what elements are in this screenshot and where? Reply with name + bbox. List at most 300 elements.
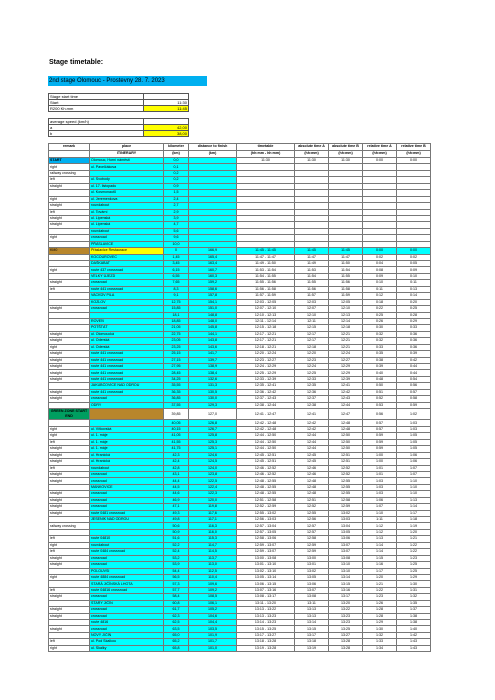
rel-time-b-cell: 1:23 <box>397 555 431 561</box>
timetable-cell: 12:44 - 12:50 <box>237 439 295 445</box>
place-cell: ul. Hranická <box>90 452 164 458</box>
remark-cell: straight <box>49 357 90 363</box>
place-cell: ul. 1. máje <box>90 433 164 439</box>
remark-cell: right <box>49 542 90 548</box>
rel-time-b-cell: 0:00 <box>397 248 431 254</box>
abs-time-b-cell: 11:50 <box>329 261 363 267</box>
abs-time-a-cell: 13:00 <box>295 555 329 561</box>
column-unit: (km) <box>164 151 189 158</box>
kilometer-cell: 54,4 <box>164 568 189 574</box>
param-label: average speed (km/h) <box>49 119 144 125</box>
kilometer-cell: 15,85 <box>164 306 189 312</box>
rel-time-a-cell: 1:01 <box>363 465 397 471</box>
param-value: 42,00 <box>144 125 189 131</box>
kilometer-cell: 21,05 <box>164 325 189 331</box>
kilometer-cell: 2,4 <box>164 196 189 202</box>
place-cell: STARÝ JIČÍN <box>90 600 164 606</box>
rel-time-b-cell: 1:10 <box>397 491 431 497</box>
rel-time-b-cell: 0:00 <box>397 158 431 164</box>
rel-time-b-cell: 1:18 <box>397 517 431 523</box>
place-cell: route 441 crossroad <box>90 389 164 395</box>
param-value: 38,00 <box>144 131 189 137</box>
kilometer-cell: 0,9 <box>164 183 189 189</box>
timetable-table <box>48 143 431 652</box>
kilometer-cell: 42,4 <box>164 459 189 465</box>
rel-time-b-cell: 1:13 <box>397 497 431 503</box>
timetable-cell: 11:56 - 11:58 <box>237 286 295 292</box>
place-cell: ul. Jeremenkova <box>90 196 164 202</box>
kilometer-cell: 60,8 <box>164 600 189 606</box>
timetable-cell: 12:44 - 12:50 <box>237 433 295 439</box>
place-cell: VELKÝ ÚJEZD <box>90 273 164 279</box>
kilometer-cell: 34,25 <box>164 376 189 382</box>
rel-time-b-cell: 1:31 <box>397 587 431 593</box>
remark-cell: straight <box>49 555 90 561</box>
abs-time-b-cell: 12:47 <box>329 409 363 420</box>
distance-cell: 124,6 <box>189 452 237 458</box>
kilometer-cell: 3,45 <box>164 261 189 267</box>
rel-time-a-cell: 1:26 <box>363 600 397 606</box>
place-cell: ODRY <box>90 402 164 408</box>
place-cell: ul. Svobody <box>90 177 164 183</box>
place-cell: NOVÝ JIČÍN <box>90 632 164 638</box>
rel-time-a-cell: 1:07 <box>363 504 397 510</box>
rel-time-b-cell: 0:29 <box>397 318 431 324</box>
rel-time-a-cell: 0:38 <box>363 357 397 363</box>
remark-cell: right <box>49 267 90 273</box>
distance-cell: 126,8 <box>189 420 237 426</box>
rel-time-b-cell: 0:13 <box>397 286 431 292</box>
column-unit: (hh:mm - hh:mm) <box>237 151 295 158</box>
abs-time-a-cell: 11:30 <box>295 158 329 164</box>
kilometer-cell: 62,5 <box>164 620 189 626</box>
distance-cell: 114,5 <box>189 549 237 555</box>
remark-cell: straight <box>49 626 90 632</box>
remark-cell: right <box>49 645 90 651</box>
kilometer-cell: 49,3 <box>164 510 189 516</box>
abs-time-a-cell: 12:48 <box>295 484 329 490</box>
rel-time-a-cell: 1:23 <box>363 594 397 600</box>
rel-time-b-cell: 1:19 <box>397 523 431 529</box>
remark-cell: straight <box>49 331 90 337</box>
distance-cell: 122,4 <box>189 484 237 490</box>
rel-time-b-cell: 1:03 <box>397 420 431 426</box>
abs-time-a-cell: 11:47 <box>295 254 329 260</box>
kilometer-cell: 39,85 <box>164 409 189 420</box>
remark-cell: straight <box>49 478 90 484</box>
remark-cell: straight <box>49 215 90 221</box>
place-cell: roundabout <box>90 542 164 548</box>
timetable-cell: 12:38 - 12:44 <box>237 402 295 408</box>
abs-time-a-cell: 11:49 <box>295 261 329 267</box>
kilometer-cell: 63,5 <box>164 626 189 632</box>
param-label: a <box>49 125 144 131</box>
rel-time-a-cell: 0:32 <box>363 338 397 344</box>
abs-time-b-cell: 13:04 <box>329 523 363 529</box>
rel-time-b-cell: 0:44 <box>397 370 431 376</box>
abs-time-b-cell: 12:39 <box>329 376 363 382</box>
place-cell: ul. Hranická <box>90 459 164 465</box>
rel-time-b-cell: 1:25 <box>397 568 431 574</box>
distance-cell: 143,6 <box>189 344 237 350</box>
abs-time-b-cell: 12:43 <box>329 396 363 402</box>
rel-time-b-cell: 0:44 <box>397 364 431 370</box>
distance-cell: 126,7 <box>189 426 237 432</box>
place-cell: ul. Pavelčákova <box>90 164 164 170</box>
kilometer-cell: 22,75 <box>164 331 189 337</box>
kilometer-cell: 51,6 <box>164 536 189 542</box>
distance-cell: 113,7 <box>189 555 237 561</box>
place-cell: crossroad <box>90 555 164 561</box>
rel-time-a-cell: 0:48 <box>363 376 397 382</box>
rel-time-a-cell: 0:51 <box>363 389 397 395</box>
abs-time-a-cell: 12:33 <box>295 376 329 382</box>
distance-cell: 123,8 <box>189 471 237 477</box>
start-time-table <box>48 93 189 112</box>
abs-time-a-cell: 13:13 <box>295 613 329 619</box>
abs-time-b-cell: 12:21 <box>329 344 363 350</box>
abs-time-a-cell: 12:17 <box>295 331 329 337</box>
distance-cell: 160,7 <box>189 267 237 273</box>
remark-cell: straight <box>49 183 90 189</box>
distance-cell: 109,2 <box>189 587 237 593</box>
remark-cell: right <box>49 344 90 350</box>
distance-cell: 106,1 <box>189 600 237 606</box>
column-header: remark <box>49 144 90 151</box>
abs-time-a-cell: 13:13 <box>295 607 329 613</box>
abs-time-b-cell: 12:50 <box>329 439 363 445</box>
abs-time-a-cell: 12:51 <box>295 497 329 503</box>
remark-cell: straight <box>49 446 90 452</box>
rel-time-b-cell: 0:14 <box>397 293 431 299</box>
place-cell: ul. Oderská <box>90 338 164 344</box>
place-cell: ROVEŇ <box>90 318 164 324</box>
rel-time-a-cell: 1:06 <box>363 497 397 503</box>
rel-time-b-cell: 1:05 <box>397 439 431 445</box>
kilometer-cell: 50,6 <box>164 523 189 529</box>
kilometer-cell: 35,55 <box>164 383 189 389</box>
abs-time-a-cell: 11:45 <box>295 248 329 254</box>
rel-time-b-cell: 0:56 <box>397 383 431 389</box>
abs-time-b-cell: 12:55 <box>329 491 363 497</box>
timetable-cell: 12:45 - 12:51 <box>237 459 295 465</box>
rel-time-b-cell: 1:43 <box>397 645 431 651</box>
remark-cell: right <box>49 574 90 580</box>
remark-cell: straight <box>49 613 90 619</box>
abs-time-a-cell: 12:45 <box>295 459 329 465</box>
abs-time-a-cell: 11:55 <box>295 280 329 286</box>
rel-time-a-cell: 1:17 <box>363 568 397 574</box>
remark-cell: straight <box>49 594 90 600</box>
timetable-cell: 12:10 - 12:13 <box>237 312 295 318</box>
abs-time-a-cell: 12:25 <box>295 370 329 376</box>
kilometer-cell: 2,9 <box>164 209 189 215</box>
rel-time-a-cell: 1:30 <box>363 626 397 632</box>
kilometer-cell: 40,05 <box>164 420 189 426</box>
kilometer-cell: 0,0 <box>164 158 189 164</box>
kilometer-cell: 6,55 <box>164 273 189 279</box>
abs-time-b-cell: 12:10 <box>329 306 363 312</box>
timetable-cell: 12:17 - 12:21 <box>237 338 295 344</box>
distance-cell: 131,3 <box>189 383 237 389</box>
kilometer-cell: 1,45 <box>164 254 189 260</box>
distance-cell: 112,5 <box>189 568 237 574</box>
place-cell: route 04810 <box>90 536 164 542</box>
abs-time-b-cell: 13:02 <box>329 510 363 516</box>
rel-time-a-cell: 0:40 <box>363 370 397 376</box>
timetable-cell: 11:45 - 11:45 <box>237 248 295 254</box>
distance-cell: 159,2 <box>189 280 237 286</box>
timetable-cell: 13:00 - 13:08 <box>237 555 295 561</box>
abs-time-b-cell: 12:44 <box>329 402 363 408</box>
distance-cell: 120,0 <box>189 497 237 503</box>
abs-time-a-cell: 13:02 <box>295 568 329 574</box>
kilometer-cell: 1,5 <box>164 190 189 196</box>
rel-time-b-cell: 0:02 <box>397 254 431 260</box>
distance-cell: 154,1 <box>189 299 237 305</box>
abs-time-a-cell: 11:53 <box>295 267 329 273</box>
rel-time-a-cell: 0:50 <box>363 383 397 389</box>
rel-time-a-cell: 0:22 <box>363 306 397 312</box>
kilometer-cell: 3,9 <box>164 215 189 221</box>
rel-time-a-cell: 1:03 <box>363 491 397 497</box>
place-cell: JAKUBČOVICE NAD ODROU <box>90 383 164 389</box>
place-cell: ul. Olomoucká <box>90 331 164 337</box>
abs-time-b-cell: 12:29 <box>329 370 363 376</box>
timetable-cell: 13:01 - 13:10 <box>237 562 295 568</box>
kilometer-cell: 10,0 <box>164 241 189 247</box>
abs-time-b-cell: 12:50 <box>329 433 363 439</box>
abs-time-a-cell: 12:55 <box>295 510 329 516</box>
rel-time-a-cell: 1:34 <box>363 645 397 651</box>
stage-title: 2nd stage Olomouc - Prostevny 28. 7. 2023 <box>48 76 207 86</box>
distance-cell: 119,8 <box>189 504 237 510</box>
remark-cell: right <box>49 164 90 170</box>
abs-time-b-cell: 11:54 <box>329 267 363 273</box>
timetable-cell: 12:46 - 12:52 <box>237 465 295 471</box>
abs-time-b-cell: 12:29 <box>329 364 363 370</box>
rel-time-a-cell: 1:03 <box>363 484 397 490</box>
kilometer-cell: 49,8 <box>164 517 189 523</box>
abs-time-b-cell: 12:05 <box>329 299 363 305</box>
abs-time-a-cell: 11:57 <box>295 293 329 299</box>
place-cell: route 441 crossroad <box>90 376 164 382</box>
distance-cell: 101,9 <box>189 632 237 638</box>
place-cell: route 4884 crossroad <box>90 574 164 580</box>
rel-time-b-cell: 1:37 <box>397 607 431 613</box>
place-cell: Přáslavice Restaurace <box>90 248 164 254</box>
remark-cell: straight <box>49 471 90 477</box>
abs-time-a-cell: 12:44 <box>295 433 329 439</box>
timetable-cell: 12:35 - 12:41 <box>237 383 295 389</box>
place-cell: route 0481 crossroad <box>90 510 164 516</box>
distance-cell: 115,3 <box>189 536 237 542</box>
place-cell: crossroad <box>90 613 164 619</box>
kilometer-cell: 53,2 <box>164 555 189 561</box>
timetable-cell: 12:52 - 12:59 <box>237 504 295 510</box>
rel-time-a-cell: 0:35 <box>363 351 397 357</box>
timetable-cell: 12:36 - 12:42 <box>237 389 295 395</box>
timetable-cell: 12:42 - 12:48 <box>237 426 295 432</box>
rel-time-b-cell: 1:38 <box>397 620 431 626</box>
timetable-cell: 13:13 - 13:22 <box>237 607 295 613</box>
place-cell: POLOUVSI <box>90 568 164 574</box>
timetable-cell: 13:18 - 13:28 <box>237 639 295 645</box>
rel-time-b-cell: 1:10 <box>397 484 431 490</box>
place-cell: VACKŮV PILA <box>90 293 164 299</box>
remark-cell: left <box>49 536 90 542</box>
rel-time-b-cell: 0:58 <box>397 396 431 402</box>
abs-time-b-cell: 11:59 <box>329 293 363 299</box>
kilometer-cell: 41,75 <box>164 446 189 452</box>
place-cell: crossroad <box>90 471 164 477</box>
kilometer-cell: 9,1 <box>164 293 189 299</box>
abs-time-a-cell: 12:42 <box>295 426 329 432</box>
timetable-cell: 12:48 - 12:55 <box>237 484 295 490</box>
timetable-cell: 11:54 - 11:55 <box>237 273 295 279</box>
rel-time-b-cell: 0:59 <box>397 402 431 408</box>
abs-time-b-cell: 12:55 <box>329 478 363 484</box>
remark-cell: left <box>49 177 90 183</box>
rel-time-a-cell: 1:00 <box>363 459 397 465</box>
column-unit: (hh:mm) <box>363 151 397 158</box>
timetable-cell: 12:25 - 12:29 <box>237 370 295 376</box>
abs-time-b-cell: 13:22 <box>329 607 363 613</box>
distance-cell: 160,3 <box>189 273 237 279</box>
abs-time-a-cell: 12:59 <box>295 549 329 555</box>
remark-cell: right <box>49 235 90 241</box>
timetable-cell: 11:47 - 11:47 <box>237 254 295 260</box>
kilometer-cell: 58,4 <box>164 594 189 600</box>
place-cell: KOZLOV <box>90 299 164 305</box>
rel-time-b-cell: 0:05 <box>397 261 431 267</box>
rel-time-a-cell: 1:21 <box>363 581 397 587</box>
rel-time-b-cell: 1:30 <box>397 581 431 587</box>
timetable-cell: 12:03 - 12:05 <box>237 299 295 305</box>
abs-time-b-cell: 13:23 <box>329 620 363 626</box>
place-cell: crossroad <box>90 396 164 402</box>
page-title: Stage timetable: <box>49 59 104 66</box>
param-value: 11:30 <box>144 100 189 106</box>
kilometer-cell: 4,7 <box>164 222 189 228</box>
timetable-cell: 13:08 - 13:17 <box>237 594 295 600</box>
abs-time-b-cell: 12:51 <box>329 459 363 465</box>
kilometer-cell: 44,5 <box>164 484 189 490</box>
abs-time-a-cell: 13:15 <box>295 626 329 632</box>
rel-time-b-cell: 1:22 <box>397 549 431 555</box>
abs-time-b-cell: 12:41 <box>329 383 363 389</box>
abs-time-a-cell: 12:37 <box>295 396 329 402</box>
timetable-cell: 12:55 - 13:02 <box>237 510 295 516</box>
abs-time-b-cell: 13:25 <box>329 626 363 632</box>
distance-cell: 139,7 <box>189 357 237 363</box>
distance-cell: 101,0 <box>189 645 237 651</box>
rel-time-a-cell: 0:11 <box>363 286 397 292</box>
kilometer-cell: 46,9 <box>164 497 189 503</box>
column-unit: (hh:mm) <box>397 151 431 158</box>
kilometer-cell: 42,8 <box>164 465 189 471</box>
column-header: absolute time A <box>295 144 329 151</box>
kilometer-cell: 37,55 <box>164 402 189 408</box>
kilometer-cell: 42,3 <box>164 452 189 458</box>
abs-time-a-cell: 12:44 <box>295 439 329 445</box>
rel-time-b-cell: 0:28 <box>397 312 431 318</box>
kilometer-cell: 61,7 <box>164 607 189 613</box>
abs-time-a-cell: 13:06 <box>295 581 329 587</box>
abs-time-b-cell: 13:17 <box>329 594 363 600</box>
distance-cell: 116,3 <box>189 523 237 529</box>
abs-time-a-cell: 13:11 <box>295 600 329 606</box>
place-cell: roundabout <box>90 228 164 234</box>
rel-time-b-cell: 1:21 <box>397 536 431 542</box>
abs-time-b-cell: 13:10 <box>329 562 363 568</box>
rel-time-a-cell: 1:28 <box>363 607 397 613</box>
place-cell: Olomouc, Horní náměstí <box>90 158 164 164</box>
abs-time-a-cell: 12:57 <box>295 529 329 535</box>
param-row <box>49 131 189 137</box>
abs-time-a-cell: 12:44 <box>295 446 329 452</box>
distance-cell: 157,8 <box>189 293 237 299</box>
timetable-cell: 12:58 - 13:06 <box>237 536 295 542</box>
kilometer-cell: 53,9 <box>164 562 189 568</box>
remark-cell: straight <box>49 607 90 613</box>
rel-time-a-cell: 0:53 <box>363 402 397 408</box>
place-cell: STARÁ JIČÍNSKÁ LHOTA <box>90 581 164 587</box>
abs-time-b-cell: 13:06 <box>329 536 363 542</box>
abs-time-a-cell: 12:10 <box>295 312 329 318</box>
rel-time-a-cell: 0:30 <box>363 325 397 331</box>
timetable-cell: 12:17 - 12:21 <box>237 331 295 337</box>
abs-time-b-cell: 12:51 <box>329 452 363 458</box>
place-cell: route 04816 crossroad <box>90 587 164 593</box>
rel-time-b-cell: 1:06 <box>397 452 431 458</box>
kilometer-cell: 57,7 <box>164 587 189 593</box>
param-label: R200 Kh.mm <box>49 106 144 112</box>
rel-time-b-cell: 0:54 <box>397 376 431 382</box>
abs-time-b-cell: 12:55 <box>329 484 363 490</box>
abs-time-a-cell: 13:14 <box>295 620 329 626</box>
abs-time-a-cell: 12:18 <box>295 344 329 350</box>
rel-time-b-cell: 0:11 <box>397 280 431 286</box>
timetable-cell: 12:33 - 12:39 <box>237 376 295 382</box>
kilometer-cell: 18,85 <box>164 318 189 324</box>
rel-time-a-cell: 0:52 <box>363 396 397 402</box>
rel-time-b-cell: 0:25 <box>397 306 431 312</box>
header-units-row <box>49 151 431 158</box>
rel-time-b-cell: 1:02 <box>397 409 431 420</box>
column-unit <box>49 151 90 158</box>
kilometer-cell: 50,9 <box>164 529 189 535</box>
column-header: absolute time B <box>329 144 363 151</box>
rel-time-b-cell: 1:22 <box>397 542 431 548</box>
place-cell: ul. 1. máje <box>90 439 164 445</box>
place-cell: crossroad <box>90 235 164 241</box>
remark-cell: left <box>49 465 90 471</box>
rel-time-b-cell: 1:07 <box>397 471 431 477</box>
column-header: kilometer <box>164 144 189 151</box>
abs-time-a-cell: 13:08 <box>295 594 329 600</box>
distance-cell: 104,6 <box>189 613 237 619</box>
timetable-cell: 12:44 - 12:50 <box>237 446 295 452</box>
rel-time-a-cell: 1:22 <box>363 587 397 593</box>
abs-time-a-cell: 12:20 <box>295 351 329 357</box>
place-cell: DAŠKABAT <box>90 261 164 267</box>
rel-time-a-cell: 0:59 <box>363 439 397 445</box>
kilometer-cell: 23,25 <box>164 344 189 350</box>
rel-time-a-cell: 1:03 <box>363 478 397 484</box>
place-cell: route 441 crossroad <box>90 357 164 363</box>
distance-cell: 113,0 <box>189 562 237 568</box>
